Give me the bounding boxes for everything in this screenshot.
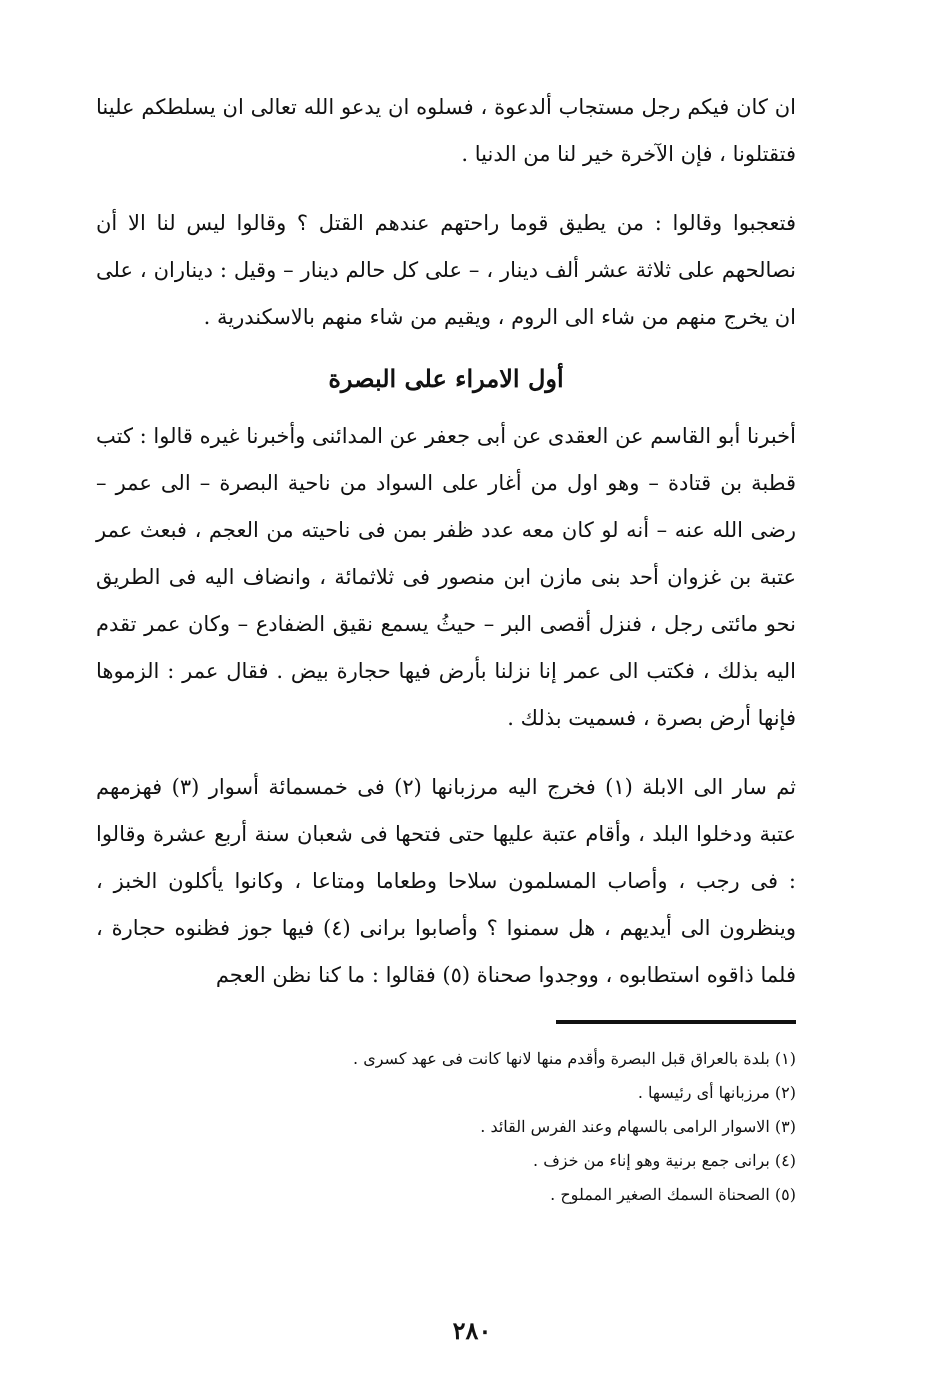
paragraph-3: أخبرنا أبو القاسم عن العقدى عن أبى جعفر عن المدائنى وأخبرنا غيره قالوا : كتب قطبة بن قتادة – وهو اول من أغار على السواد من ناحية البصرة – الى عمر – رضى الله عنه – أنه لو كان معه عدد ظفر بمن فى ناحيته من العجم ، فبعث عمر عتبة بن غزوان أحد بنى مازن ابن منصور فى ثلاثمائة ، وانضاف اليه فى الطريق نحو مائتى رجل ، فنزل أقصى البر – حيثُ يسمع نقيق الضفادع – وكان عمر تقدم اليه بذلك ، فكتب الى عمر إنا نزلنا بأرض فيها حجارة بيض . فقال عمر : الزموها فإنها أرض بصرة ، فسميت بذلك . (96, 424, 796, 730)
section-heading: أول الامراء على البصرة (328, 364, 564, 393)
footnote-1: (١) بلدة بالعراق قبل البصرة وأقدم منها لانها كانت فى عهد كسرى . (353, 1049, 796, 1068)
paragraph-2: فتعجبوا وقالوا : من يطيق قوما راحتهم عندهم القتل ؟ وقالوا ليس لنا الا أن نصالحهم على ثلاثة عشر ألف دينار ، – على كل حالم دينار – وقيل : ديناران ، على ان يخرج منهم من شاء الى الروم ، ويقيم من شاء منهم بالاسكندرية . (96, 211, 796, 329)
footnote-4: (٤) برانى جمع برنية وهو إناء من خزف . (533, 1151, 796, 1170)
footnotes (96, 1042, 796, 1212)
paragraph-4: ثم سار الى الابلة (١) فخرج اليه مرزبانها (٢) فى خمسمائة أسوار (٣) فهزمهم عتبة ودخلوا البلد ، وأقام عتبة عليها حتى فتحها فى شعبان سنة أربع عشرة وقالوا : فى رجب ، وأصاب المسلمون سلاحا وطعاما ومتاعا ، وكانوا يأكلون الخبز ، وينظرون الى أيديهم ، هل سمنوا ؟ وأصابوا برانى (٤) فيها جوز فظنوه حجارة ، فلما ذاقوه استطابوه ، ووجدوا صحناة (٥) فقالوا : ما كنا نظن العجم (96, 775, 797, 987)
page-number: ٢٨٠ (452, 1316, 492, 1345)
footnote-2: (٢) مرزبانها أى رئيسها . (637, 1083, 796, 1102)
footnote-5: (٥) الصحناة السمك الصغير المملوح . (550, 1185, 796, 1204)
footnote-3: (٣) الاسوار الرامى بالسهام وعند الفرس القائد . (480, 1117, 796, 1136)
paragraph-1: ان كان فيكم رجل مستجاب ألدعوة ، فسلوه ان يدعو الله تعالى ان يسلطكم علينا فتقتلونا ، فإن الآخرة خير لنا من الدنيا . (96, 95, 796, 166)
footnote-divider (556, 1020, 796, 1024)
main-text-column (96, 84, 796, 999)
